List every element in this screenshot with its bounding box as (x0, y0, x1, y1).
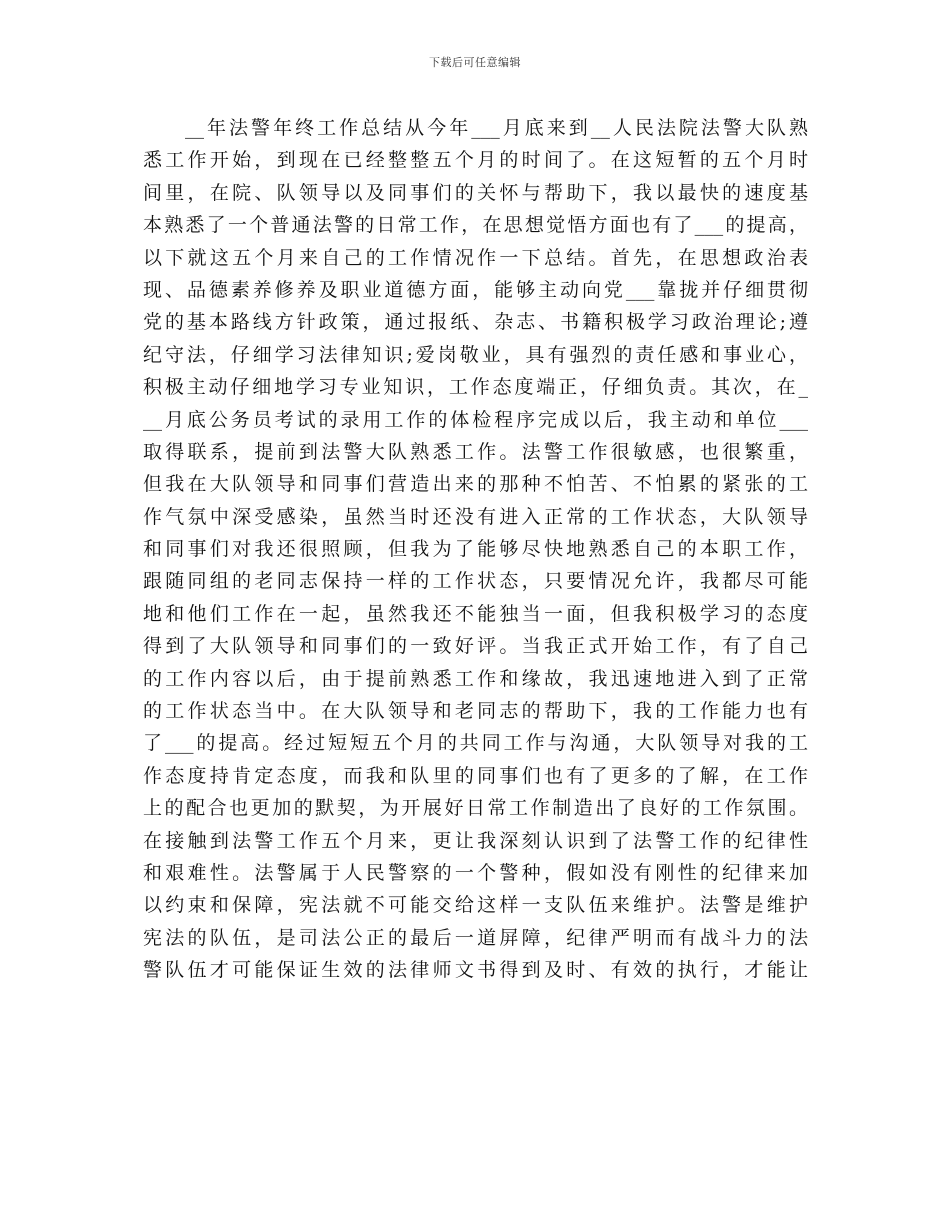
text-line: 和艰难性。法警属于人民警察的一个警种，假如没有刚性的纪律来加 (143, 861, 808, 884)
text-line: 积极主动仔细地学习专业知识，工作态度端正，仔细负责。其次，在_ (143, 376, 808, 399)
text-line: 悉工作开始，到现在已经整整五个月的时间了。在这短暂的五个月时 (143, 149, 808, 172)
text-line: 跟随同组的老同志保持一样的工作状态，只要情况允许，我都尽可能 (143, 570, 808, 593)
body-paragraph (143, 112, 808, 987)
text-line: 间里，在院、队领导以及同事们的关怀与帮助下，我以最快的速度基 (143, 181, 808, 204)
text-line: 了___的提高。经过短短五个月的共同工作与沟通，大队领导对我的工 (143, 732, 808, 755)
text-line: __月底公务员考试的录用工作的体检程序完成以后，我主动和单位___ (143, 408, 808, 431)
text-line: 的工作状态当中。在大队领导和老同志的帮助下，我的工作能力也有 (143, 700, 808, 723)
text-line: 现、品德素养修养及职业道德方面，能够主动向党___靠拢并仔细贯彻 (143, 278, 808, 301)
text-line: 党的基本路线方针政策，通过报纸、杂志、书籍积极学习政治理论;遵 (143, 311, 808, 334)
text-line: 的工作内容以后，由于提前熟悉工作和缘故，我迅速地进入到了正常 (143, 667, 808, 690)
text-line: 作气氛中深受感染，虽然当时还没有进入正常的工作状态，大队领导 (143, 505, 808, 528)
text-line: 纪守法，仔细学习法律知识;爱岗敬业，具有强烈的责任感和事业心， (143, 343, 808, 366)
text-line: 上的配合也更加的默契，为开展好日常工作制造出了良好的工作氛围。 (143, 797, 808, 820)
text-line: 取得联系，提前到法警大队熟悉工作。法警工作很敏感，也很繁重， (143, 440, 808, 463)
text-line: 但我在大队领导和同事们营造出来的那种不怕苦、不怕累的紧张的工 (143, 473, 808, 496)
page-header: 下载后可任意编辑 (429, 56, 521, 69)
text-line: 以下就这五个月来自己的工作情况作一下总结。首先，在思想政治表 (143, 246, 808, 269)
text-line: 地和他们工作在一起，虽然我还不能独当一面，但我积极学习的态度 (143, 602, 808, 625)
text-line: 在接触到法警工作五个月来，更让我深刻认识到了法警工作的纪律性 (143, 829, 808, 852)
text-line: 以约束和保障，宪法就不可能交给这样一支队伍来维护。法警是维护 (143, 894, 808, 917)
text-line: 作态度持肯定态度，而我和队里的同事们也有了更多的了解，在工作 (143, 764, 808, 787)
text-line: 宪法的队伍，是司法公正的最后一道屏障，纪律严明而有战斗力的法 (143, 926, 808, 949)
text-line: 本熟悉了一个普通法警的日常工作，在思想觉悟方面也有了___的提高， (143, 214, 808, 237)
text-line: __年法警年终工作总结从今年___月底来到__人民法院法警大队熟 (185, 117, 808, 139)
text-line: 和同事们对我还很照顾，但我为了能够尽快地熟悉自己的本职工作， (143, 538, 808, 561)
text-line: 警队伍才可能保证生效的法律师文书得到及时、有效的执行，才能让 (143, 959, 808, 982)
text-line: 得到了大队领导和同事们的一致好评。当我正式开始工作，有了自己 (143, 635, 808, 658)
